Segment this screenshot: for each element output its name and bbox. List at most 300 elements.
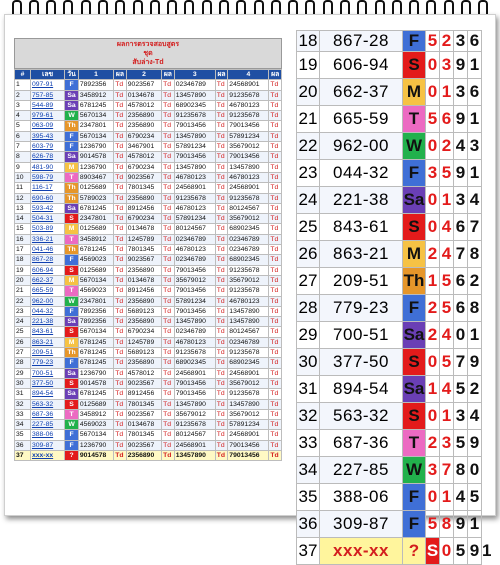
number-link[interactable]: 665-59: [30, 286, 64, 296]
digit-cell: 0: [426, 133, 440, 160]
result-label: Td: [162, 368, 175, 378]
number-link[interactable]: 687-36: [30, 409, 64, 419]
result-label: Td: [215, 296, 228, 306]
result-label: Td: [114, 162, 127, 172]
table-row: [15, 430, 282, 440]
result-label: Td: [269, 348, 282, 358]
digit-set: 79013456: [174, 286, 215, 296]
result-label: Td: [162, 317, 175, 327]
digit-set: 68902345: [174, 358, 215, 368]
digit-set: 9023567: [126, 255, 161, 265]
digit-set: 80124567: [174, 430, 215, 440]
row-index: 11: [15, 183, 31, 193]
number-link[interactable]: 757-85: [30, 90, 64, 100]
digit-cell: 1: [440, 187, 454, 214]
result-label: Td: [114, 214, 127, 224]
table-row: [15, 90, 282, 100]
digit-set: 6781245: [78, 358, 113, 368]
lottery-number: 563-32: [320, 403, 403, 430]
digit-set: 02346789: [228, 337, 269, 347]
result-label: Td: [269, 131, 282, 141]
number-link[interactable]: 626-78: [30, 152, 64, 162]
number-link[interactable]: 116-17: [30, 183, 64, 193]
result-label: Td: [114, 193, 127, 203]
day-badge: Sa: [65, 152, 79, 162]
row-index: 6: [15, 131, 31, 141]
digit-set: 1236790: [78, 368, 113, 378]
result-label: Td: [114, 275, 127, 285]
day-badge: S: [65, 265, 79, 275]
number-link[interactable]: 336-21: [30, 234, 64, 244]
number-link[interactable]: 662-37: [30, 275, 64, 285]
number-link[interactable]: 603-79: [30, 142, 64, 152]
result-label: Td: [162, 131, 175, 141]
result-label: Td: [269, 183, 282, 193]
row-index: 26: [15, 337, 31, 347]
digit-set: 1236790: [78, 440, 113, 450]
zoom-row: [297, 322, 482, 349]
result-label: Td: [162, 378, 175, 388]
number-link[interactable]: 544-89: [30, 100, 64, 110]
row-index: 20: [297, 79, 320, 106]
row-index: 28: [297, 295, 320, 322]
result-label: Td: [162, 224, 175, 234]
digit-set: 57891234: [174, 142, 215, 152]
digit-set: 80124567: [228, 327, 269, 337]
digit-set: 79013456: [228, 152, 269, 162]
row-index: 19: [297, 52, 320, 79]
digit-set: 46780123: [174, 245, 215, 255]
digit-set: 02346789: [228, 245, 269, 255]
result-label: Td: [114, 172, 127, 182]
digit-set: 2356890: [126, 265, 161, 275]
digit-set: 4569023: [78, 255, 113, 265]
row-index: 2: [15, 90, 31, 100]
digit-set: 4578012: [126, 368, 161, 378]
day-badge: W: [403, 133, 426, 160]
result-label: Td: [215, 224, 228, 234]
digit-set: 3458912: [78, 90, 113, 100]
number-link[interactable]: 779-23: [30, 358, 64, 368]
lottery-number: 606-94: [320, 52, 403, 79]
result-label: Td: [215, 172, 228, 182]
digit-set: 02346789: [174, 327, 215, 337]
number-link[interactable]: 309-87: [30, 440, 64, 450]
table-row: [15, 234, 282, 244]
number-link[interactable]: 481-90: [30, 162, 64, 172]
table-row: [15, 275, 282, 285]
zoom-row: [297, 31, 482, 52]
digit-cell: 7: [440, 457, 454, 484]
row-index: 18: [15, 255, 31, 265]
digit-set: 13457890: [174, 450, 215, 460]
digit-set: 24568901: [174, 440, 215, 450]
row-index: 28: [15, 358, 31, 368]
digit-cell: 2: [468, 268, 482, 295]
table-row: [15, 378, 282, 388]
number-link[interactable]: 044-32: [30, 306, 64, 316]
digit-set: 6781245: [78, 203, 113, 213]
number-link[interactable]: 867-28: [30, 255, 64, 265]
result-label: Td: [269, 306, 282, 316]
result-label: Td: [162, 111, 175, 121]
result-label: Td: [269, 214, 282, 224]
lottery-number: 894-54: [320, 376, 403, 403]
row-index: 36: [15, 440, 31, 450]
result-label: Td: [162, 399, 175, 409]
digit-set: 6781245: [78, 348, 113, 358]
row-index: 29: [297, 322, 320, 349]
table-row: [15, 183, 282, 193]
digit-set: 9014578: [78, 152, 113, 162]
number-link[interactable]: 503-89: [30, 224, 64, 234]
result-label: Td: [114, 440, 127, 450]
number-link[interactable]: 388-06: [30, 430, 64, 440]
digit-set: 2347801: [78, 214, 113, 224]
number-link[interactable]: 606-94: [30, 265, 64, 275]
result-label: Td: [162, 203, 175, 213]
number-link[interactable]: 894-54: [30, 389, 64, 399]
result-label: Td: [162, 420, 175, 430]
digit-cell: 3: [454, 187, 468, 214]
digit-set: 79013456: [174, 265, 215, 275]
digit-set: 91235678: [228, 389, 269, 399]
digit-set: 2356890: [126, 193, 161, 203]
digit-set: 0134678: [126, 90, 161, 100]
result-label: Td: [269, 234, 282, 244]
day-badge: T: [403, 430, 426, 457]
table-row: [15, 348, 282, 358]
result-label: Td: [114, 183, 127, 193]
digit-set: 13457890: [174, 317, 215, 327]
number-link[interactable]: 563-32: [30, 399, 64, 409]
row-index: 29: [15, 368, 31, 378]
result-label: Td: [269, 409, 282, 419]
digit-set: 24568901: [228, 183, 269, 193]
result-label: Td: [162, 327, 175, 337]
number-link[interactable]: 041-46: [30, 245, 64, 255]
digit-set: 46780123: [228, 100, 269, 110]
digit-cell: 0: [426, 79, 440, 106]
result-label: Td: [269, 450, 282, 460]
digit-cell: 6: [454, 295, 468, 322]
lottery-number: 209-51: [320, 268, 403, 295]
digit-set: 1245789: [126, 337, 161, 347]
number-link[interactable]: 097-91: [30, 80, 64, 90]
digit-cell: 5: [454, 430, 468, 457]
digit-cell: 3: [468, 133, 482, 160]
day-badge: ?: [65, 450, 79, 460]
digit-set: 91235678: [174, 420, 215, 430]
digit-cell: 3: [440, 430, 454, 457]
digit-set: 8912456: [126, 203, 161, 213]
digit-set: 79013456: [228, 440, 269, 450]
digit-set: 0134678: [126, 420, 161, 430]
number-link[interactable]: 593-42: [30, 203, 64, 213]
result-label: Td: [215, 162, 228, 172]
row-index: 13: [15, 203, 31, 213]
digit-set: 13457890: [228, 317, 269, 327]
row-index: 18: [297, 31, 320, 52]
digit-set: 5789023: [78, 193, 113, 203]
number-link[interactable]: 843-61: [30, 327, 64, 337]
result-label: Td: [114, 142, 127, 152]
digit-set: 4569023: [78, 286, 113, 296]
table-row: [15, 80, 282, 90]
zoom-row: [297, 133, 482, 160]
lottery-number: 309-87: [320, 511, 403, 538]
digit-set: 91235678: [174, 193, 215, 203]
digit-cell: 2: [426, 295, 440, 322]
lottery-number: 044-32: [320, 160, 403, 187]
zoom-row: 37 xxx-xx ? S 0 5 9 1: [297, 538, 482, 565]
digit-set: 35679012: [228, 409, 269, 419]
digit-cell: 8: [468, 241, 482, 268]
number-link[interactable]: 962-00: [30, 296, 64, 306]
result-label: Td: [215, 409, 228, 419]
zoom-row: [297, 457, 482, 484]
day-badge: Sa: [65, 203, 79, 213]
number-link[interactable]: 063-09: [30, 121, 64, 131]
digit-set: 4578012: [126, 152, 161, 162]
result-label: Td: [114, 152, 127, 162]
number-link[interactable]: xxx-xx: [30, 450, 64, 460]
result-label: Td: [215, 450, 228, 460]
day-badge: W: [403, 457, 426, 484]
result-label: Td: [114, 430, 127, 440]
digit-set: 5689123: [126, 348, 161, 358]
number-link[interactable]: 209-51: [30, 348, 64, 358]
digit-set: 91235678: [228, 265, 269, 275]
zoom-row: [297, 187, 482, 214]
digit-cell: 0: [426, 214, 440, 241]
digit-set: 91235678: [174, 111, 215, 121]
day-badge: W: [65, 420, 79, 430]
row-index: 37: [297, 538, 320, 565]
day-badge: S: [403, 349, 426, 376]
digit-set: 13457890: [174, 162, 215, 172]
result-label: Td: [269, 121, 282, 131]
digit-set: 2356890: [126, 358, 161, 368]
result-label: Td: [269, 245, 282, 255]
zoom-row: [297, 484, 482, 511]
result-label: Td: [114, 80, 127, 90]
digit-cell: 3: [454, 31, 468, 52]
digit-set: 35679012: [174, 409, 215, 419]
day-badge: S: [403, 403, 426, 430]
result-label: Td: [162, 296, 175, 306]
table-row: [15, 245, 282, 255]
result-label: Td: [215, 111, 228, 121]
column-header: ผล: [269, 70, 282, 80]
result-label: Td: [269, 296, 282, 306]
result-label: Td: [215, 368, 228, 378]
day-badge: F: [65, 80, 79, 90]
row-index: 19: [15, 265, 31, 275]
digit-set: 24568901: [228, 430, 269, 440]
number-link[interactable]: 700-51: [30, 368, 64, 378]
digit-set: 5670134: [78, 275, 113, 285]
digit-cell: 3: [454, 403, 468, 430]
lottery-number: 377-50: [320, 349, 403, 376]
zoom-row: [297, 511, 482, 538]
digit-set: 35679012: [228, 142, 269, 152]
day-badge: F: [403, 511, 426, 538]
result-label: Td: [162, 265, 175, 275]
digit-set: 7801345: [126, 183, 161, 193]
lottery-number: 867-28: [320, 31, 403, 52]
result-label: Td: [114, 203, 127, 213]
digit-set: 2356890: [126, 317, 161, 327]
digit-cell: 1: [426, 268, 440, 295]
result-label: Td: [269, 337, 282, 347]
result-label: Td: [215, 348, 228, 358]
table-row: [15, 389, 282, 399]
table-row: [15, 265, 282, 275]
number-link[interactable]: 863-21: [30, 337, 64, 347]
result-label: Td: [114, 111, 127, 121]
result-label: Td: [162, 193, 175, 203]
digit-cell: 6: [454, 268, 468, 295]
row-index: 23: [297, 160, 320, 187]
digit-set: 5670134: [78, 131, 113, 141]
digit-set: 2356890: [126, 121, 161, 131]
result-label: Td: [269, 224, 282, 234]
digit-set: 5670134: [78, 430, 113, 440]
day-badge: T: [65, 409, 79, 419]
number-link[interactable]: 395-43: [30, 131, 64, 141]
number-link[interactable]: 598-79: [30, 172, 64, 182]
day-badge: T: [65, 234, 79, 244]
digit-set: 80124567: [174, 224, 215, 234]
day-badge: Sa: [403, 187, 426, 214]
digit-set: 79013456: [174, 121, 215, 131]
digit-set: 68902345: [228, 224, 269, 234]
digit-cell: 9: [468, 349, 482, 376]
digit-set: 6790234: [126, 327, 161, 337]
result-label: Td: [114, 409, 127, 419]
result-label: Td: [269, 420, 282, 430]
day-badge: M: [65, 275, 79, 285]
number-link[interactable]: 690-60: [30, 193, 64, 203]
result-label: Td: [215, 255, 228, 265]
digit-set: 1236790: [78, 162, 113, 172]
day-badge: Th: [65, 245, 79, 255]
result-label: Td: [114, 296, 127, 306]
column-header: ผล: [114, 70, 127, 80]
row-index: 34: [297, 457, 320, 484]
zoom-row: [297, 79, 482, 106]
digit-cell: 2: [426, 430, 440, 457]
table-row: [15, 142, 282, 152]
number-link[interactable]: 227-85: [30, 420, 64, 430]
result-label: Td: [114, 306, 127, 316]
column-header: 1: [78, 70, 113, 80]
digit-set: 79013456: [228, 450, 269, 460]
left-panel-header: [14, 38, 282, 69]
result-label: Td: [215, 131, 228, 141]
digit-cell: 3: [426, 160, 440, 187]
result-label: Td: [269, 152, 282, 162]
result-label: Td: [114, 450, 127, 460]
digit-set: 6790234: [126, 214, 161, 224]
lottery-number: xxx-xx: [320, 538, 403, 565]
column-header: ผล: [162, 70, 175, 80]
left-results-table: [14, 69, 282, 461]
lottery-number: 843-61: [320, 214, 403, 241]
day-badge: F: [403, 160, 426, 187]
row-index: 32: [297, 403, 320, 430]
result-label: Td: [162, 245, 175, 255]
row-index: 1: [15, 80, 31, 90]
digit-cell: 5: [440, 268, 454, 295]
digit-set: 02346789: [174, 80, 215, 90]
number-link[interactable]: 221-38: [30, 317, 64, 327]
digit-set: 9023567: [126, 409, 161, 419]
digit-cell: 0: [426, 187, 440, 214]
column-header: ผล: [215, 70, 228, 80]
day-badge: ?: [403, 538, 426, 565]
result-label: Td: [162, 172, 175, 182]
digit-cell: 0: [440, 538, 454, 565]
table-row: [15, 131, 282, 141]
row-index: 14: [15, 214, 31, 224]
digit-cell: 5: [454, 376, 468, 403]
day-badge: M: [65, 224, 79, 234]
digit-set: 91235678: [228, 286, 269, 296]
digit-set: 0125689: [78, 183, 113, 193]
number-link[interactable]: 979-61: [30, 111, 64, 121]
row-index: 31: [297, 376, 320, 403]
digit-cell: 1: [468, 511, 482, 538]
result-label: Td: [162, 183, 175, 193]
number-link[interactable]: 377-50: [30, 378, 64, 388]
result-label: Td: [114, 368, 127, 378]
row-index: 35: [297, 484, 320, 511]
row-index: 26: [297, 241, 320, 268]
digit-set: 91235678: [228, 111, 269, 121]
digit-cell: 2: [468, 376, 482, 403]
day-badge: Sa: [65, 90, 79, 100]
result-label: Td: [114, 131, 127, 141]
number-link[interactable]: 504-31: [30, 214, 64, 224]
row-index: 37: [15, 450, 31, 460]
table-row: [15, 172, 282, 182]
lottery-number: 863-21: [320, 241, 403, 268]
zoom-row: [297, 214, 482, 241]
digit-cell: 4: [468, 403, 482, 430]
zoom-row: [297, 430, 482, 457]
zoom-row: [297, 106, 482, 133]
digit-cell: 9: [454, 52, 468, 79]
table-row: [15, 409, 282, 419]
digit-cell: 1: [440, 403, 454, 430]
digit-set: 57891234: [174, 214, 215, 224]
row-index: 33: [297, 430, 320, 457]
zoom-row: [297, 295, 482, 322]
table-row: [15, 358, 282, 368]
row-index: 24: [297, 187, 320, 214]
result-label: Td: [269, 90, 282, 100]
digit-set: 2356890: [126, 296, 161, 306]
digit-set: 24568901: [228, 368, 269, 378]
day-badge: F: [403, 295, 426, 322]
result-label: Td: [215, 183, 228, 193]
row-index: 27: [15, 348, 31, 358]
day-badge: S: [65, 214, 79, 224]
column-header: 4: [228, 70, 269, 80]
day-badge: S: [65, 327, 79, 337]
